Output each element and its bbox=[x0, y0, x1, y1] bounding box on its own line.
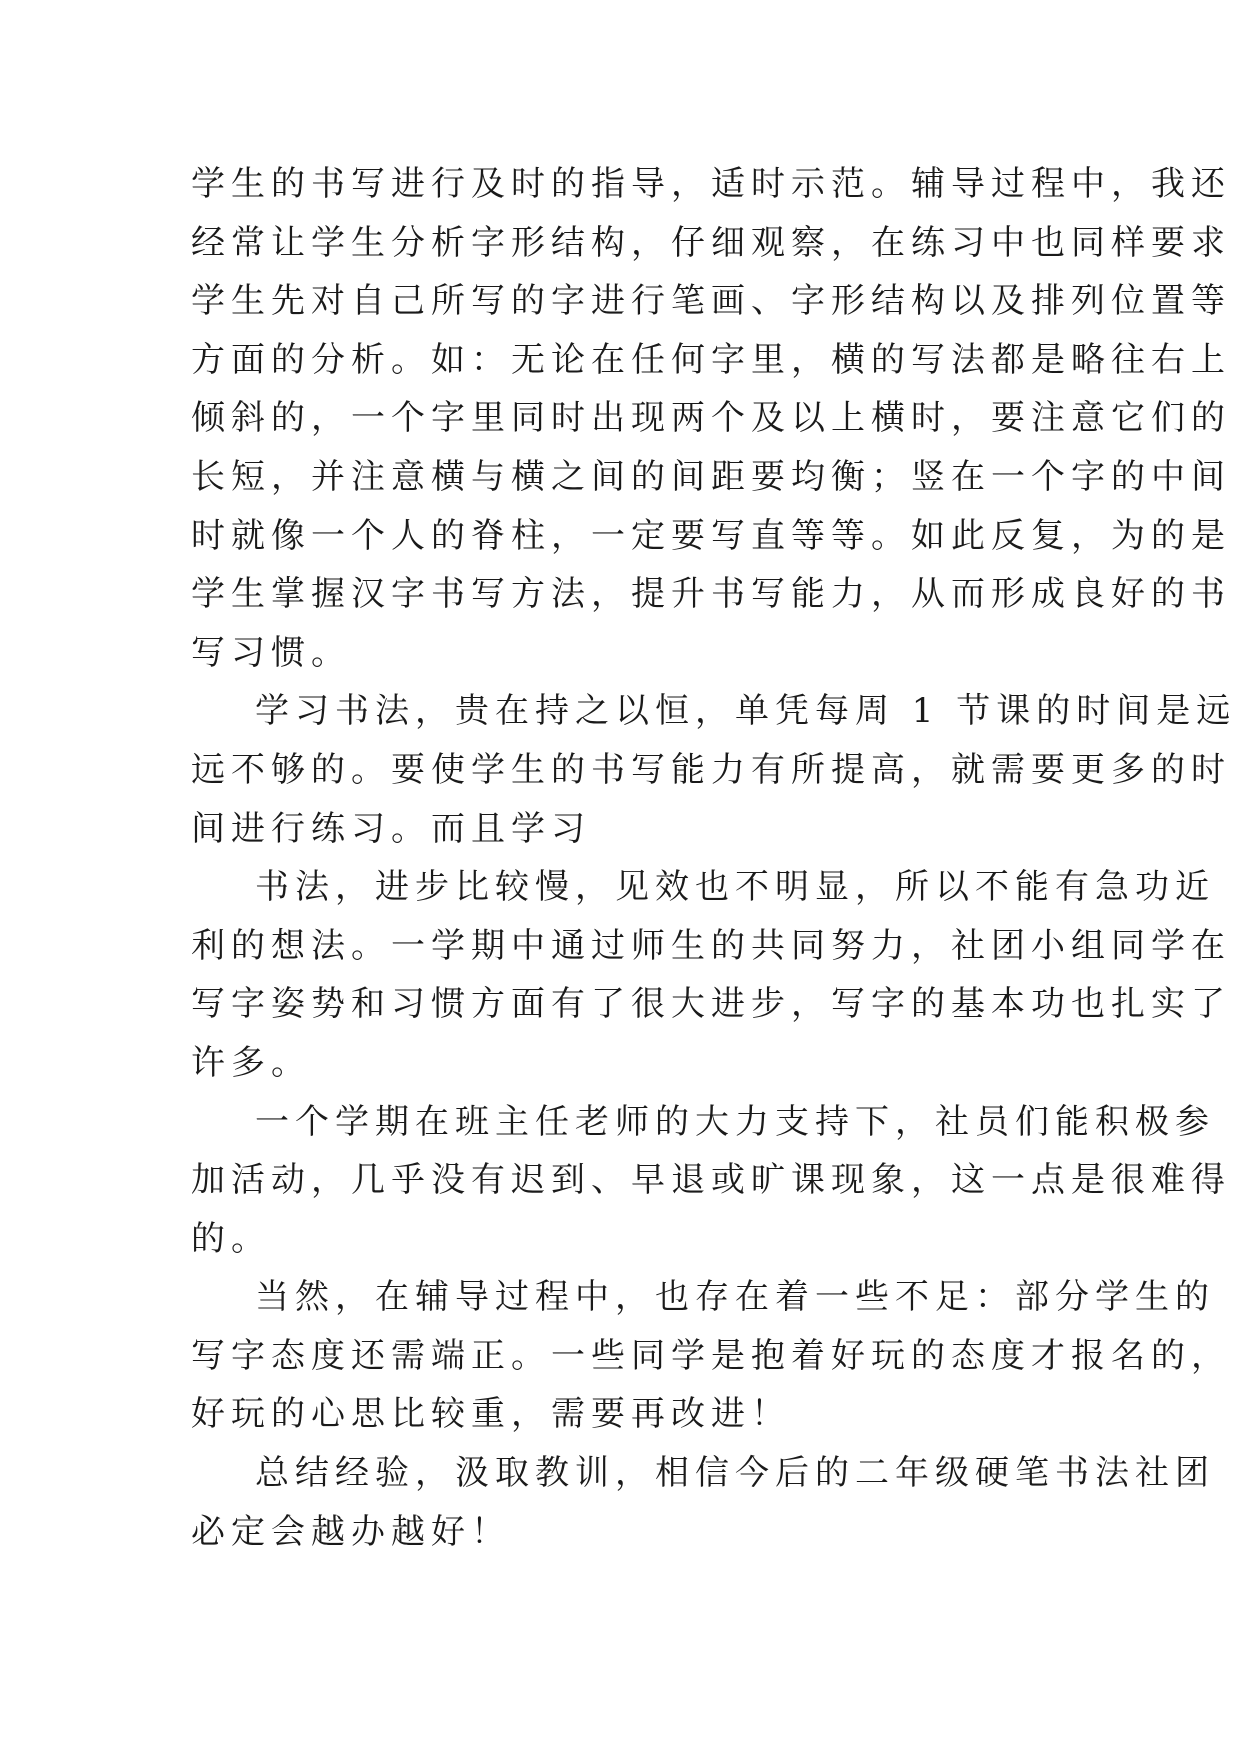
text-line: 必定会越办越好！ bbox=[191, 1511, 511, 1552]
text-line: 学生的书写进行及时的指导，适时示范。辅导过程中，我还 bbox=[191, 164, 1231, 204]
text-line: 加活动，几乎没有迟到、早退或旷课现象，这一点是很难得 bbox=[191, 1160, 1231, 1201]
paragraph-start-line: 学习书法，贵在持之以恒，单凭每周 1 节课的时间是远 bbox=[255, 691, 1237, 732]
text-line: 写字态度还需端正。一些同学是抱着好玩的态度才报名的， bbox=[191, 1335, 1231, 1376]
text-line: 写习惯。 bbox=[191, 632, 351, 673]
text-line: 写字姿势和习惯方面有了很大进步，写字的基本功也扎实了 bbox=[191, 984, 1231, 1025]
paragraph-start-line: 书法，进步比较慢，见效也不明显，所以不能有急功近 bbox=[255, 867, 1215, 908]
text-line: 经常让学生分析字形结构，仔细观察，在练习中也同样要求 bbox=[191, 222, 1231, 263]
text-line: 许多。 bbox=[191, 1042, 311, 1083]
document-body bbox=[191, 155, 1237, 1561]
text-line: 远不够的。要使学生的书写能力有所提高，就需要更多的时 bbox=[191, 749, 1231, 790]
paragraph-start-line: 一个学期在班主任老师的大力支持下，社员们能积极参 bbox=[255, 1101, 1215, 1142]
text-line: 好玩的心思比较重，需要再改进！ bbox=[191, 1394, 791, 1435]
text-line: 时就像一个人的脊柱，一定要写直等等。如此反复，为的是 bbox=[191, 515, 1231, 556]
paragraph-start-line: 当然，在辅导过程中，也存在着一些不足：部分学生的 bbox=[255, 1277, 1215, 1318]
text-line: 学生先对自己所写的字进行笔画、字形结构以及排列位置等 bbox=[191, 281, 1231, 322]
text-line: 利的想法。一学期中通过师生的共同努力，社团小组同学在 bbox=[191, 925, 1231, 966]
text-line: 方面的分析。如：无论在任何字里，横的写法都是略往右上 bbox=[191, 339, 1231, 380]
paragraph-start-line: 总结经验，汲取教训，相信今后的二年级硬笔书法社团 bbox=[255, 1453, 1215, 1494]
text-line: 间进行练习。而且学习 bbox=[191, 808, 591, 849]
text-line: 倾斜的，一个字里同时出现两个及以上横时，要注意它们的 bbox=[191, 398, 1231, 439]
text-line: 长短，并注意横与横之间的间距要均衡；竖在一个字的中间 bbox=[191, 456, 1231, 497]
text-line: 的。 bbox=[191, 1218, 271, 1259]
text-line: 学生掌握汉字书写方法，提升书写能力，从而形成良好的书 bbox=[191, 574, 1231, 615]
